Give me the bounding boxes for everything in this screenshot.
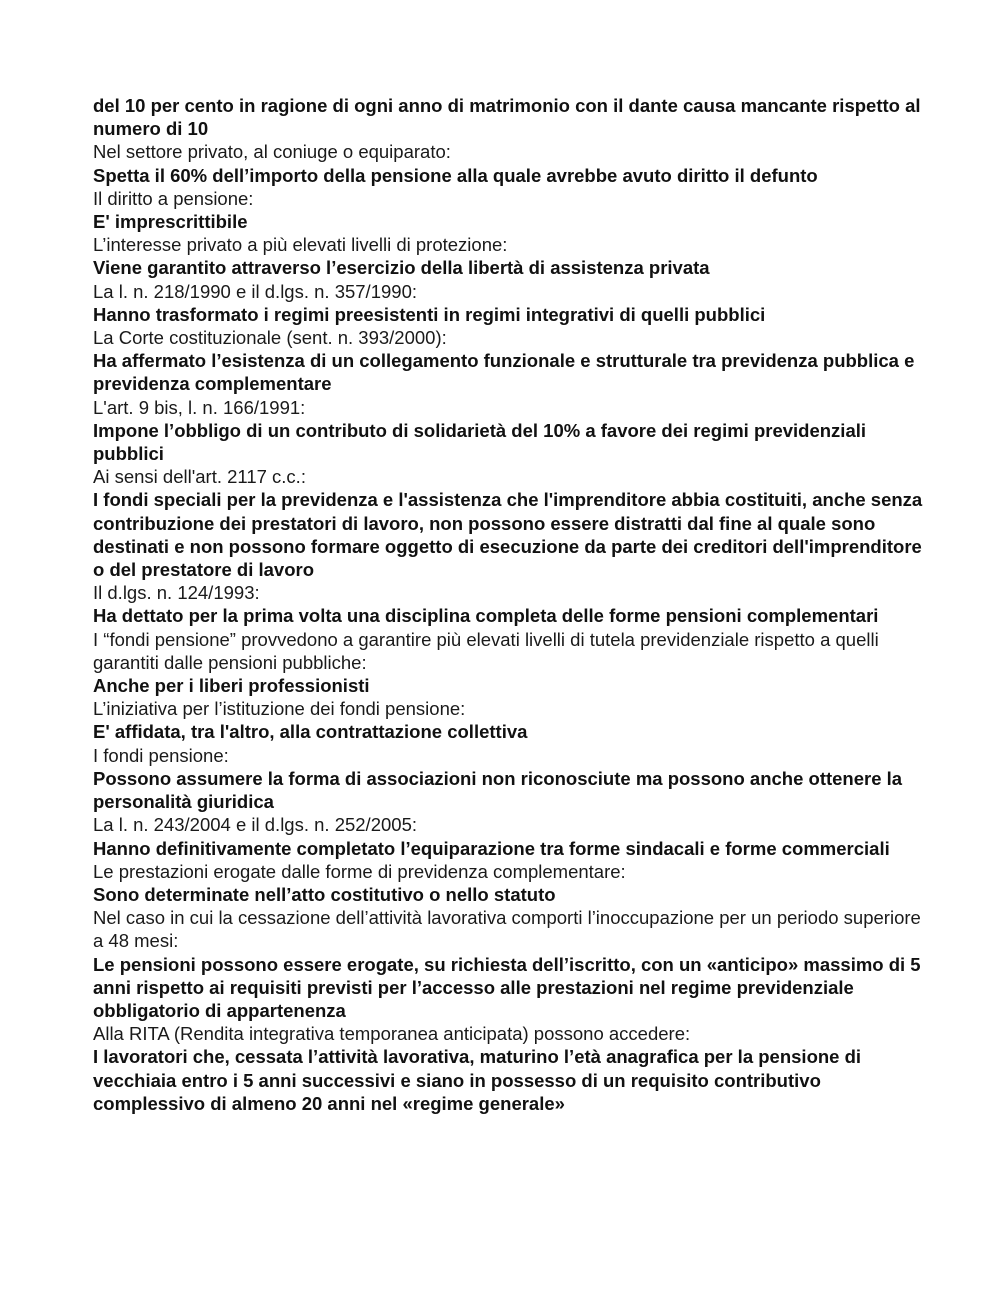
question-text: Il diritto a pensione: <box>93 187 254 209</box>
answer-text: E' imprescrittibile <box>93 211 248 233</box>
answer-text: Hanno trasformato i regimi preesistenti in regimi integrativi di quelli pubblici <box>93 303 766 325</box>
question-text: I fondi pensione: <box>93 744 229 766</box>
question-text: L’interesse privato a più elevati livelli di protezione: <box>93 234 508 256</box>
answer-text: Ha affermato l’esistenza di un collegamento funzionale e strutturale tra previdenza pubblica e previdenza complementare <box>93 350 915 395</box>
question-text: Nel settore privato, al coniuge o equiparato: <box>93 141 451 163</box>
answer-text: Anche per i liberi professionisti <box>93 675 370 697</box>
question-text: I “fondi pensione” provvedono a garantire più elevati livelli di tutela previdenziale rispetto a quelli garantiti dalle pensioni pubbliche: <box>93 628 879 673</box>
answer-text: Le pensioni possono essere erogate, su richiesta dell’iscritto, con un «anticipo» massimo di 5 anni rispetto ai requisiti previsti per l’accesso alle prestazioni nel regime previdenziale obbligatorio di appartenenza <box>93 953 921 1021</box>
document-page <box>93 94 923 1115</box>
answer-text: Impone l’obbligo di un contributo di solidarietà del 10% a favore dei regimi previdenziali pubblici <box>93 419 867 465</box>
question-text: L'art. 9 bis, l. n. 166/1991: <box>93 396 306 418</box>
question-text: Ai sensi dell'art. 2117 c.c.: <box>93 466 306 488</box>
question-text: La l. n. 218/1990 e il d.lgs. n. 357/1990: <box>93 280 417 302</box>
answer-text: Hanno definitivamente completato l’equiparazione tra forme sindacali e forme commerciali <box>93 837 890 859</box>
answer-text: Spetta il 60% dell’importo della pensione alla quale avrebbe avuto diritto il defunto <box>93 164 818 186</box>
question-text: L’iniziativa per l’istituzione dei fondi pensione: <box>93 698 466 720</box>
question-text: Alla RITA (Rendita integrativa temporanea anticipata) possono accedere: <box>93 1023 691 1045</box>
answer-text: E' affidata, tra l'altro, alla contrattazione collettiva <box>93 721 528 743</box>
answer-text: I fondi speciali per la previdenza e l'assistenza che l'imprenditore abbia costituiti, anche senza contribuzione dei prestatori di lavoro, non possono essere distratti dal fine al quale sono destinati e non possono formare oggetto di esecuzione da parte dei creditori dell'imprenditore o del prestatore di lavoro <box>93 489 923 581</box>
question-text: La Corte costituzionale (sent. n. 393/2000): <box>93 327 447 349</box>
question-text: Nel caso in cui la cessazione dell’attività lavorativa comporti l’inoccupazione per un periodo superiore a 48 mesi: <box>93 907 921 952</box>
answer-text: Possono assumere la forma di associazioni non riconosciute ma possono anche ottenere la personalità giuridica <box>93 767 903 813</box>
question-text: Il d.lgs. n. 124/1993: <box>93 582 260 604</box>
answer-text: I lavoratori che, cessata l’attività lavorativa, maturino l’età anagrafica per la pensione di vecchiaia entro i 5 anni successivi e siano in possesso di un requisito contributivo complessivo di almeno 20 anni nel «regime generale» <box>93 1046 862 1114</box>
question-text: La l. n. 243/2004 e il d.lgs. n. 252/2005: <box>93 814 417 836</box>
answer-text: Sono determinate nell’atto costitutivo o nello statuto <box>93 883 556 905</box>
answer-text: Ha dettato per la prima volta una disciplina completa delle forme pensioni complementari <box>93 605 879 627</box>
answer-text: Viene garantito attraverso l’esercizio della libertà di assistenza privata <box>93 257 710 279</box>
answer-text: del 10 per cento in ragione di ogni anno di matrimonio con il dante causa mancante rispetto al numero di 10 <box>93 95 921 140</box>
question-text: Le prestazioni erogate dalle forme di previdenza complementare: <box>93 860 626 882</box>
